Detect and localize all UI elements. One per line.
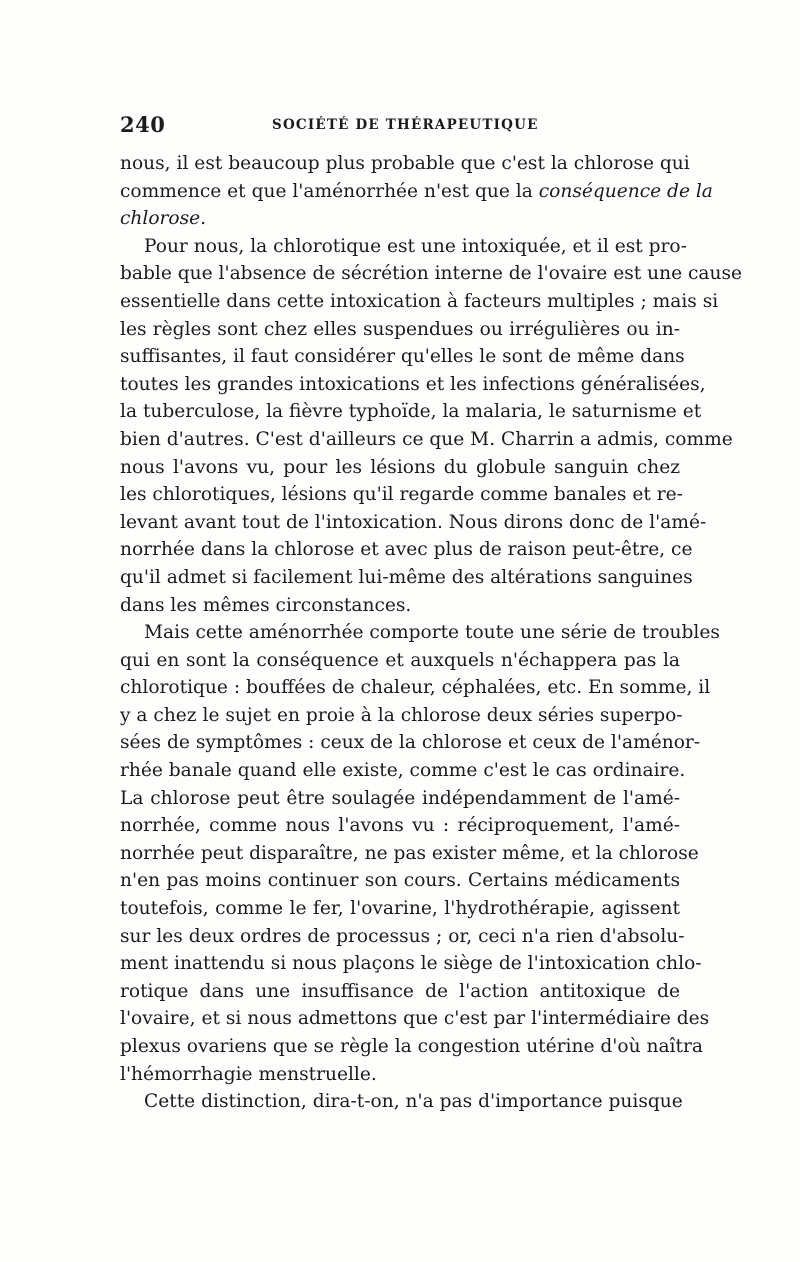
- text-line: dans les mêmes circonstances.: [120, 594, 412, 616]
- italic-phrase: conséquence de la: [538, 180, 713, 202]
- text-line: l'ovaire, et si nous admettons que c'est par l'intermédiaire des: [120, 1008, 710, 1030]
- text-line: toutes les grandes intoxications et les infections généralisées,: [120, 373, 706, 395]
- paragraph-first-line: Mais cette aménorrhée comporte toute une série de troubles: [144, 622, 720, 644]
- running-head: [120, 112, 680, 142]
- text-line: norrhée dans la chlorose et avec plus de raison peut-être, ce: [120, 539, 693, 561]
- paragraph-first-line: Pour nous, la chlorotique est une intoxiquée, et il est pro-: [144, 235, 687, 257]
- paragraph-first-line: Cette distinction, dira-t-on, n'a pas d'importance puisque: [144, 1091, 683, 1113]
- text-line: toutefois, comme le fer, l'ovarine, l'hydrothérapie, agissent: [120, 898, 680, 920]
- text-line: sur les deux ordres de processus ; or, ceci n'a rien d'absolu-: [120, 925, 685, 947]
- text-line: levant avant tout de l'intoxication. Nous dirons donc de l'amé-: [120, 511, 707, 533]
- text-line: nous l'avons vu, pour les lésions du globule sanguin chez: [120, 456, 680, 478]
- text-line-part: commence et que l'aménorrhée n'est que la: [120, 180, 533, 202]
- text-line: l'hémorrhagie menstruelle.: [120, 1063, 377, 1085]
- text-line: norrhée peut disparaître, ne pas exister même, et la chlorose: [120, 842, 699, 864]
- body-text: [120, 150, 743, 1116]
- text-line: ment inattendu si nous plaçons le siège de l'intoxication chlo-: [120, 953, 702, 975]
- journal-title: SOCIÉTÉ DE THÉRAPEUTIQUE: [272, 117, 539, 133]
- text-line: suffisantes, il faut considérer qu'elles le sont de même dans: [120, 346, 685, 368]
- text-line: n'en pas moins continuer son cours. Certains médicaments: [120, 870, 680, 892]
- text-line: rotique dans une insuffisance de l'action antitoxique de: [120, 980, 680, 1002]
- text-line: y a chez le sujet en proie à la chlorose deux séries superpo-: [120, 704, 683, 726]
- page-number: 240: [120, 112, 166, 137]
- text-line: essentielle dans cette intoxication à facteurs multiples ; mais si: [120, 290, 719, 312]
- text-line: norrhée, comme nous l'avons vu : réciproquement, l'amé-: [120, 815, 680, 837]
- text-line: plexus ovariens que se règle la congestion utérine d'où naîtra: [120, 1036, 703, 1057]
- text-line: rhée banale quand elle existe, comme c'est le cas ordinaire.: [120, 760, 686, 782]
- text-line: qu'il admet si facilement lui-même des altérations sanguines: [120, 566, 693, 588]
- text-line: La chlorose peut être soulagée indépendamment de l'amé-: [120, 787, 680, 809]
- text-line: chlorose.: [120, 208, 207, 230]
- text-line: nous, il est beaucoup plus probable que c'est la chlorose qui: [120, 153, 690, 174]
- text-line: la tuberculose, la fièvre typhoïde, la malaria, le saturnisme et: [120, 401, 702, 423]
- text-line: qui en sont la conséquence et auxquels n'échappera pas la: [120, 649, 680, 671]
- text-line: les règles sont chez elles suspendues ou irrégulières ou in-: [120, 318, 680, 340]
- text-line: [120, 178, 713, 206]
- text-line: sées de symptômes : ceux de la chlorose et ceux de l'aménor-: [120, 732, 701, 754]
- text-line: chlorotique : bouffées de chaleur, céphalées, etc. En somme, il: [120, 677, 711, 699]
- text-line: bable que l'absence de sécrétion interne de l'ovaire est une cause: [120, 263, 743, 285]
- text-line: les chlorotiques, lésions qu'il regarde comme banales et re-: [120, 484, 683, 506]
- text-line: bien d'autres. C'est d'ailleurs ce que M. Charrin a admis, comme: [120, 428, 733, 450]
